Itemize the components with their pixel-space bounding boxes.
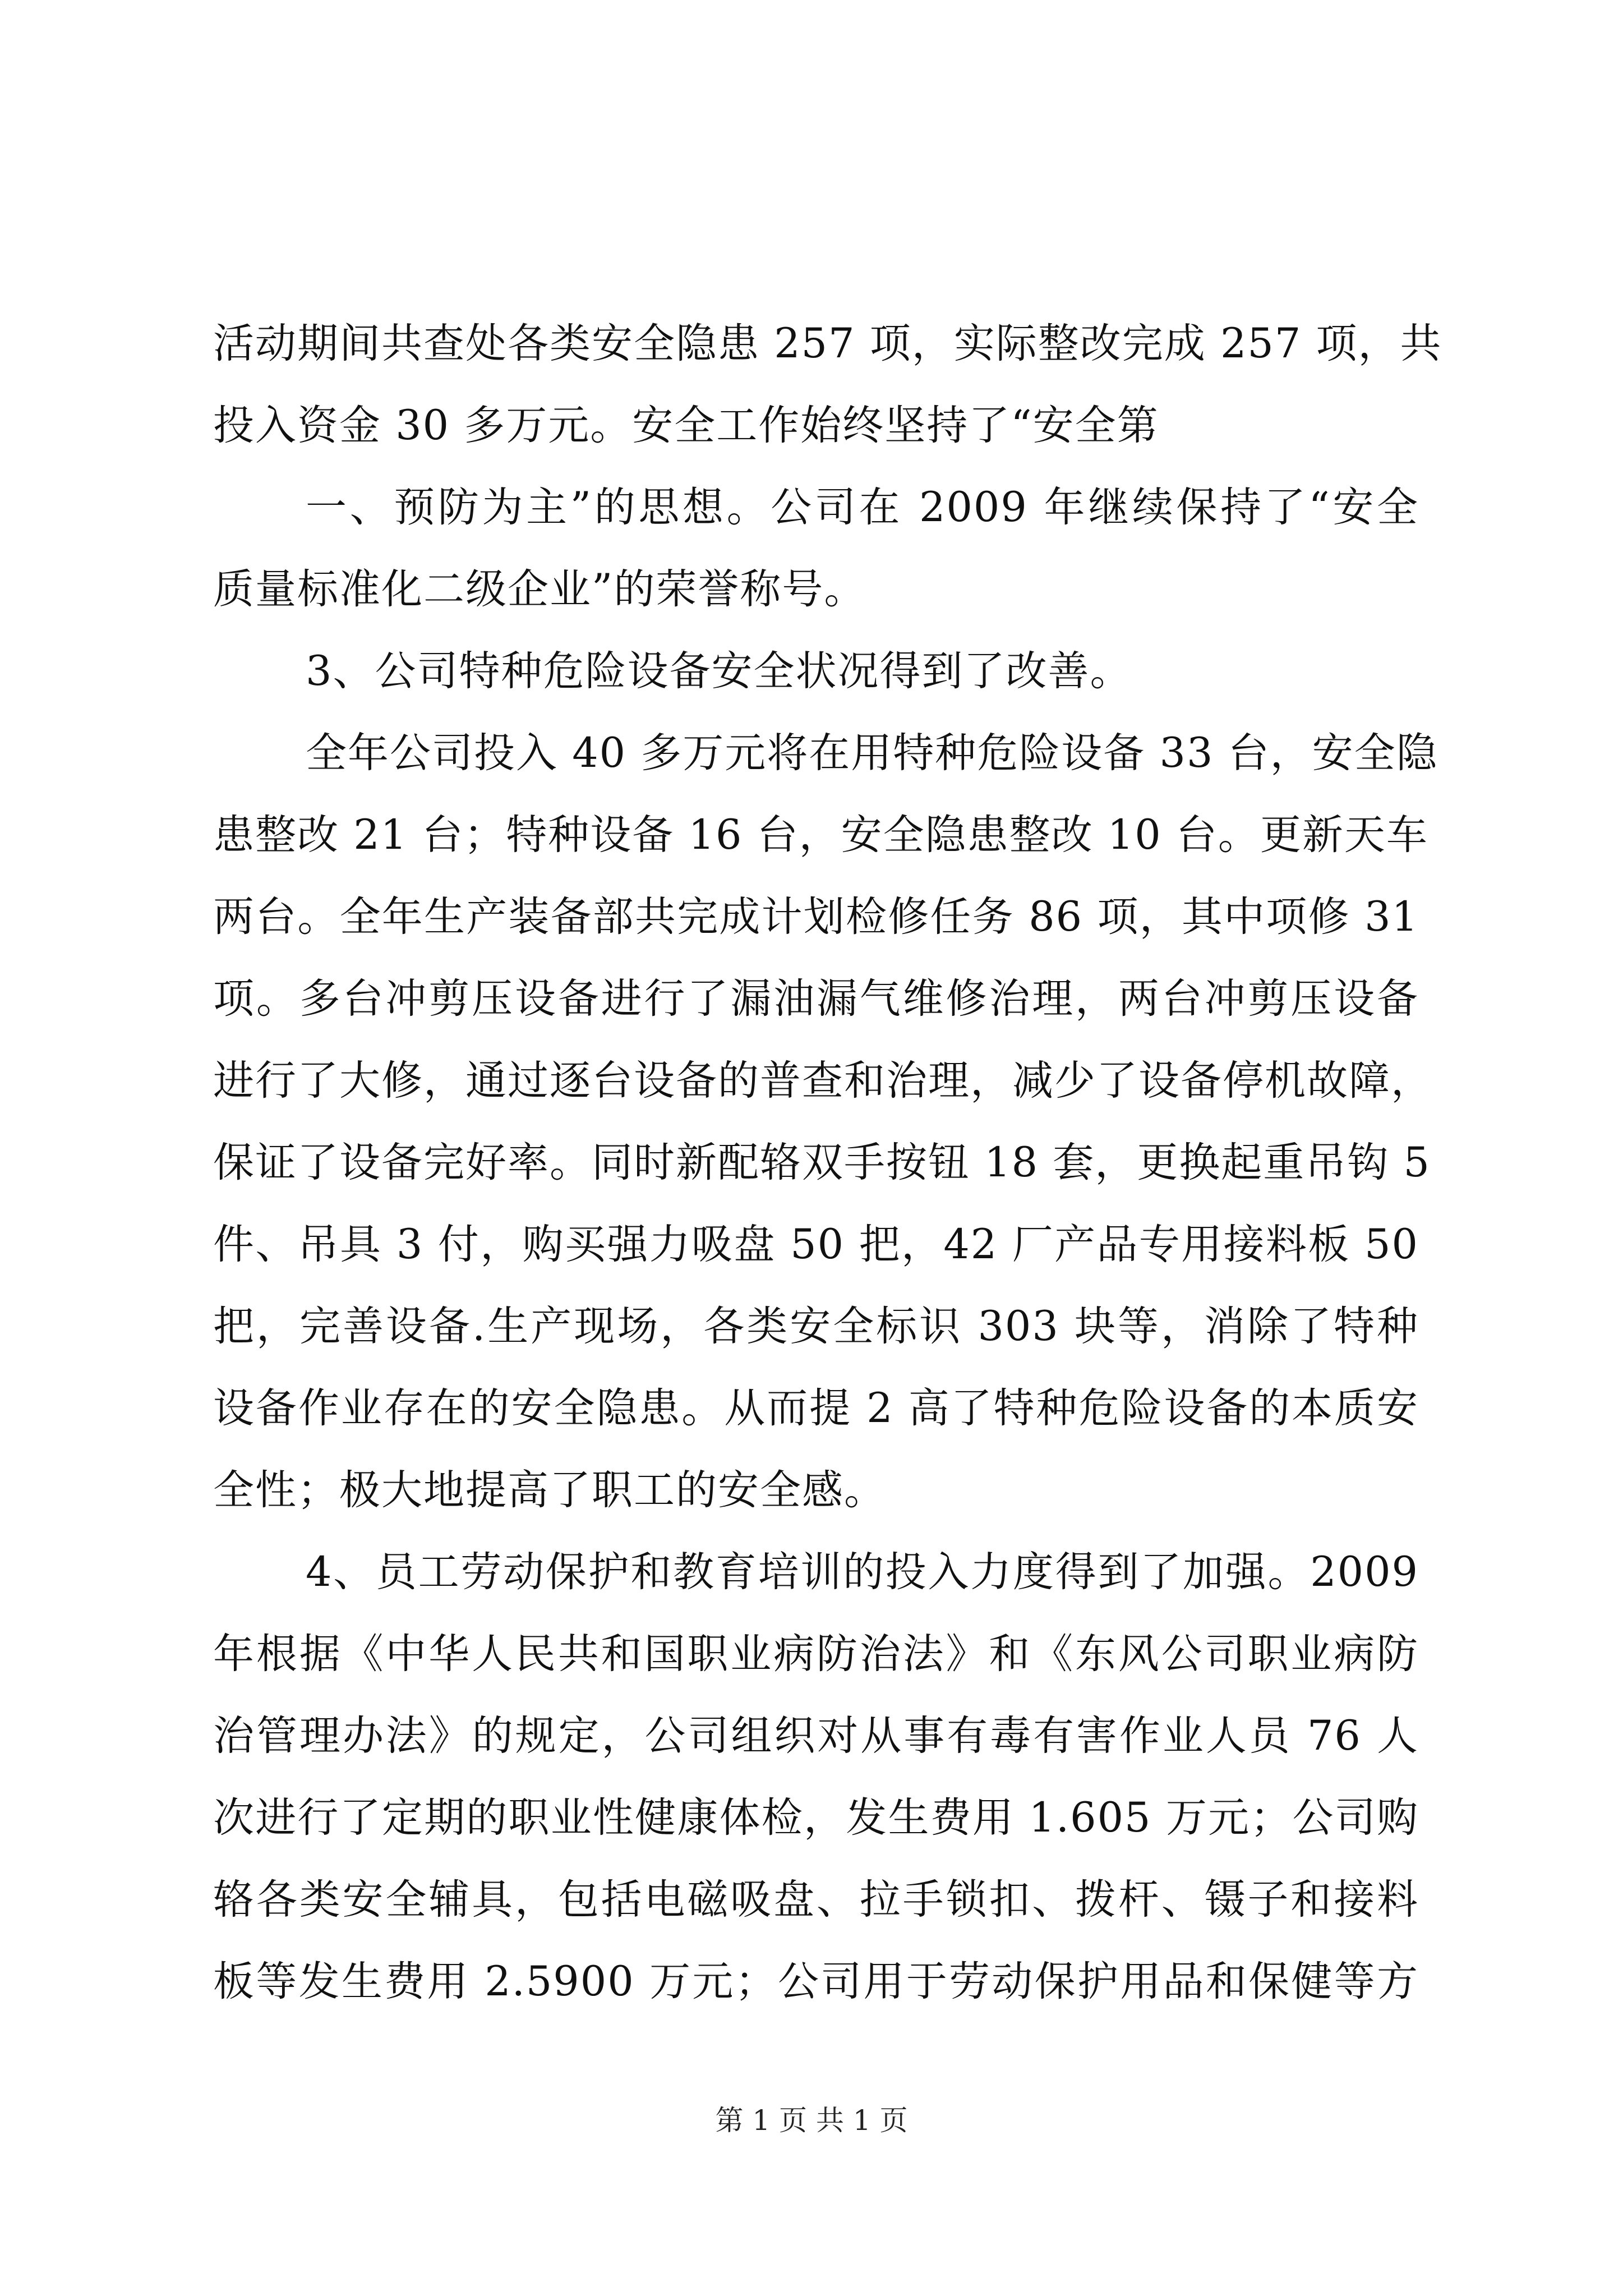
text-line: 活动期间共查处各类安全隐患 257 项，实际整改完成 257 项，共 (213, 320, 1442, 367)
text-line: 把，完善设备.生产现场，各类安全标识 303 块等，消除了特种 (213, 1303, 1419, 1350)
text-line: 一、预防为主”的思想。公司在 2009 年继续保持了“安全 (306, 484, 1419, 531)
text-line: 患整改 21 台；特种设备 16 台，安全隐患整改 10 台。更新天车 (213, 811, 1428, 859)
section-heading: 4、员工劳动保护和教育培训的投入力度得到了加强。2009 (306, 1548, 1419, 1596)
body-text (213, 303, 1442, 2023)
text-line: 两台。全年生产装备部共完成计划检修任务 86 项，其中项修 31 (213, 893, 1419, 941)
text-line: 次进行了定期的职业性健康体检，发生费用 1.605 万元；公司购 (213, 1794, 1419, 1842)
text-line: 设备作业存在的安全隐患。从而提 2 高了特种危险设备的本质安 (213, 1384, 1419, 1432)
text-line: 件、吊具 3 付，购买强力吸盘 50 把，42 厂产品专用接料板 50 (213, 1221, 1419, 1268)
text-line: 辂各类安全辅具，包括电磁吸盘、拉手锁扣、拨杆、镊子和接料 (213, 1876, 1419, 1924)
text-line: 投入资金 30 多万元。安全工作始终坚持了“安全第 (213, 402, 1159, 449)
text-line: 治管理办法》的规定，公司组织对从事有毒有害作业人员 76 人 (213, 1712, 1419, 1760)
text-line: 全性；极大地提高了职工的安全感。 (213, 1466, 886, 1514)
text-line: 板等发生费用 2.5900 万元；公司用于劳动保护用品和保健等方 (213, 1958, 1419, 2005)
text-line: 年根据《中华人民共和国职业病防治法》和《东风公司职业病防 (213, 1630, 1419, 1678)
text-line: 进行了大修，通过逐台设备的普查和治理，减少了设备停机故障， (213, 1057, 1433, 1105)
page-footer: 第 1 页 共 1 页 (715, 2104, 908, 2137)
text-line: 保证了设备完好率。同时新配辂双手按钮 18 套，更换起重吊钩 5 (213, 1139, 1431, 1186)
text-line: 质量标准化二级企业”的荣誉称号。 (213, 565, 866, 613)
text-line: 项。多台冲剪压设备进行了漏油漏气维修治理，两台冲剪压设备 (213, 975, 1419, 1023)
text-line: 全年公司投入 40 多万元将在用特种危险设备 33 台，安全隐 (306, 729, 1438, 777)
section-heading: 3、公司特种危险设备安全状况得到了改善。 (306, 647, 1132, 695)
